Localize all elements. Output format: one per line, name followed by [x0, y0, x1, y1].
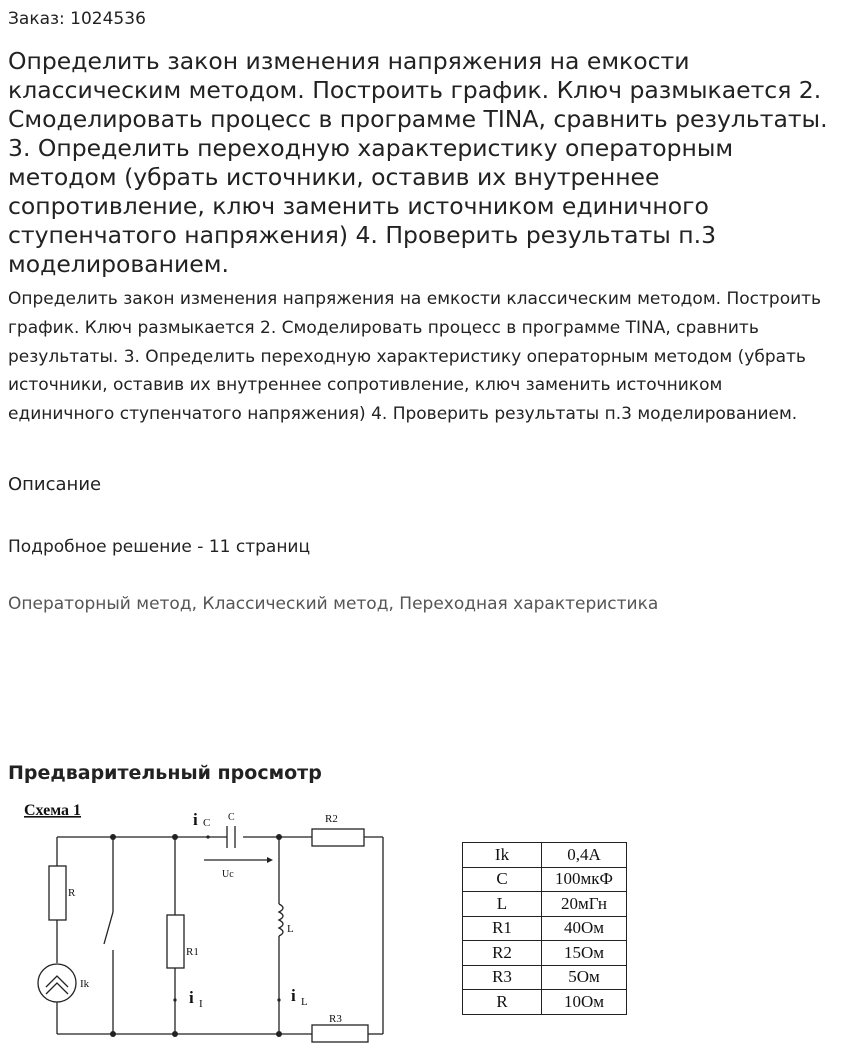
- label-ik: Ik: [80, 978, 90, 990]
- label-ii: i: [189, 988, 194, 1007]
- tag-separator: ,: [191, 594, 203, 614]
- preview-heading: Предварительный просмотр: [8, 762, 322, 784]
- param-value: 0,4А: [542, 843, 627, 868]
- table-row: [463, 990, 627, 1015]
- preview-image: [0, 790, 847, 1059]
- order-number: Заказ: 1024536: [8, 9, 146, 29]
- param-value: 10Ом: [542, 990, 627, 1015]
- label-ic: i: [193, 810, 198, 829]
- table-row: [463, 916, 627, 941]
- tag-link[interactable]: Переходная характеристика: [399, 594, 659, 614]
- label-r2: R2: [325, 813, 338, 825]
- parameters-table: [462, 842, 627, 1015]
- schematic-caption: Схема 1: [24, 802, 82, 819]
- circuit-schematic: [0, 790, 847, 1059]
- label-c: C: [228, 812, 235, 823]
- table-row: [463, 941, 627, 966]
- param-name: C: [463, 867, 542, 892]
- label-l: L: [287, 923, 294, 935]
- label-r: R: [68, 887, 76, 899]
- param-value: 20мГн: [542, 892, 627, 917]
- table-row: [463, 965, 627, 990]
- param-name: Ik: [463, 843, 542, 868]
- tag-link[interactable]: Классический метод: [202, 594, 389, 614]
- param-value: 100мкФ: [542, 867, 627, 892]
- page-title: Определить закон изменения напряжения на емкости классическим методом. Построить график. Ключ размыкается 2. Смоделировать процесс в программе TINA, сравнить результаты. 3. Определить переходную характеристику операторным методом (убрать источники, оставив их внутреннее сопротивление, ключ заменить источником единичного ступенчатого напряжения) 4. Проверить результаты п.3 моделированием.: [8, 47, 828, 278]
- label-r1: R1: [186, 946, 199, 958]
- param-name: R2: [463, 941, 542, 966]
- label-il-sub: L: [301, 996, 308, 1008]
- tag-list: [8, 594, 658, 614]
- param-name: R3: [463, 965, 542, 990]
- description-label: Описание: [8, 474, 102, 495]
- label-ii-sub: I: [199, 998, 203, 1010]
- label-r3: R3: [329, 1013, 342, 1025]
- param-name: L: [463, 892, 542, 917]
- param-value: 15Ом: [542, 941, 627, 966]
- table-row: [463, 867, 627, 892]
- param-name: R: [463, 990, 542, 1015]
- tag-link[interactable]: Операторный метод: [8, 594, 192, 614]
- param-value: 5Ом: [542, 965, 627, 990]
- param-value: 40Ом: [542, 916, 627, 941]
- label-il: i: [291, 986, 296, 1005]
- description-text: Определить закон изменения напряжения на емкости классическим методом. Построить график. Ключ размыкается 2. Смоделировать процесс в программе TINA, сравнить результаты. 3. Определить переходную характеристику операторным методом (убрать источники, оставив их внутреннее сопротивление, ключ заменить источником единичного ступенчатого напряжения) 4. Проверить результаты п.3 моделированием.: [8, 289, 822, 425]
- table-row: [463, 843, 627, 868]
- label-uc: Uc: [222, 869, 234, 880]
- solution-detail: Подробное решение - 11 страниц: [8, 537, 311, 557]
- table-row: [463, 892, 627, 917]
- label-ic-sub: C: [203, 817, 211, 829]
- param-name: R1: [463, 916, 542, 941]
- tag-separator: ,: [388, 594, 400, 614]
